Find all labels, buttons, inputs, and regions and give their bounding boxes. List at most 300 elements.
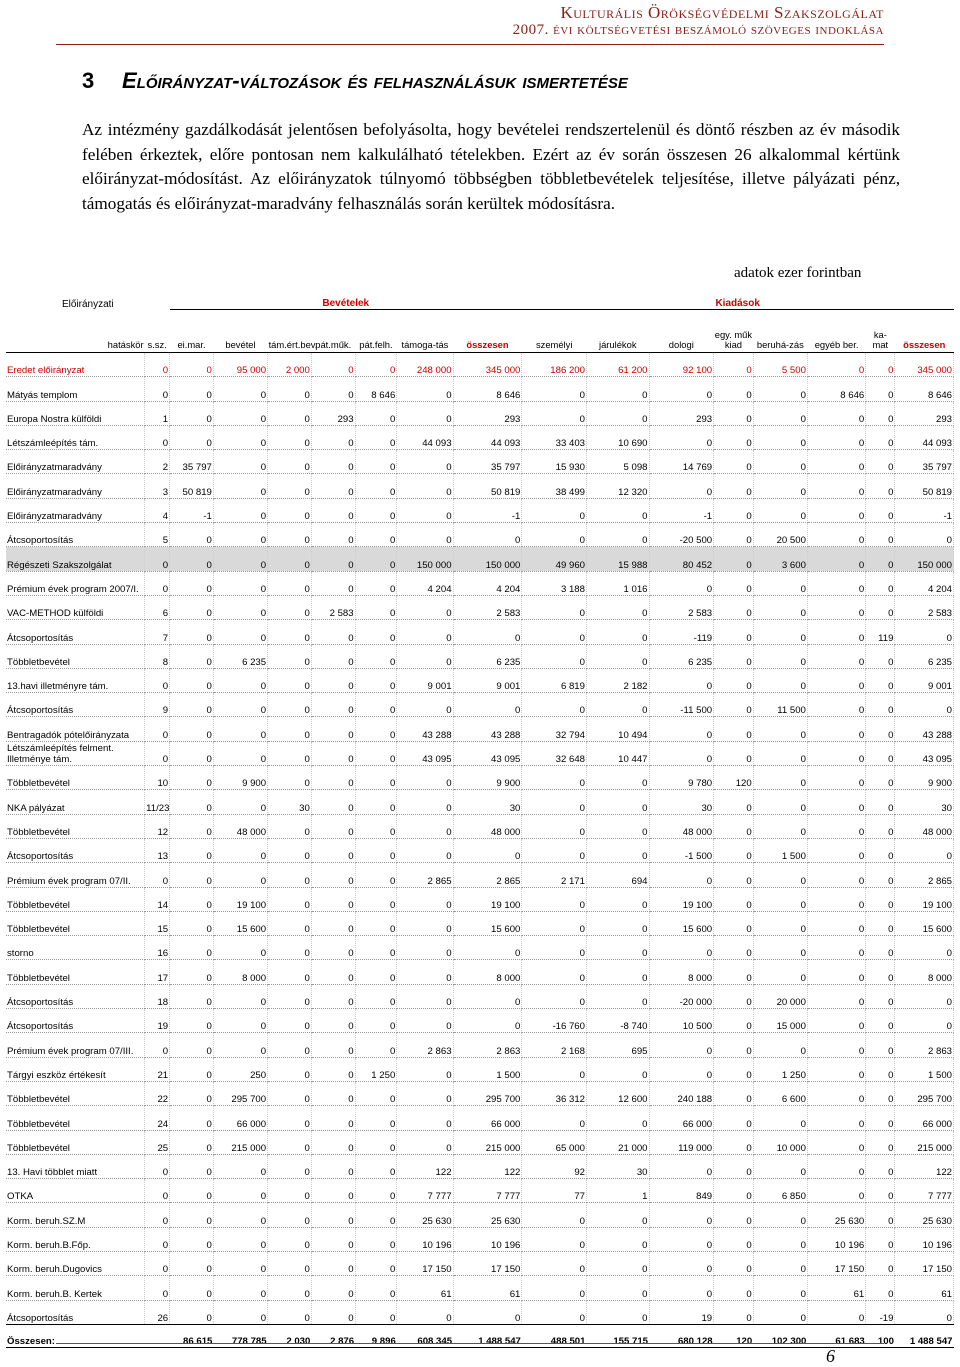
table-cell: 0 xyxy=(355,960,397,984)
table-cell: 0 xyxy=(311,1227,355,1251)
table-cell: 19 100 xyxy=(453,887,522,911)
table-cell: 92 100 xyxy=(649,353,714,377)
table-cell: 0 xyxy=(213,693,267,717)
table-cell: 66 000 xyxy=(213,1106,267,1130)
table-cell: 0 xyxy=(355,1227,397,1251)
table-cell: 19 100 xyxy=(895,887,954,911)
section-title: Előirányzat-változások és felhasználásuk ismertetése xyxy=(122,68,628,93)
row-label: Átcsoportosítás xyxy=(6,1300,145,1324)
table-cell: 0 xyxy=(397,911,453,935)
table-cell: 0 xyxy=(397,1057,453,1081)
column-header-9: személyi xyxy=(522,310,587,353)
group-eloiranyzati: Előirányzati xyxy=(61,298,114,310)
column-header-3: bevétel xyxy=(213,310,267,353)
table-cell: 0 xyxy=(522,1106,587,1130)
table-cell: 0 xyxy=(807,547,865,571)
table-cell: 6 xyxy=(145,595,170,619)
table-cell: 0 xyxy=(145,1227,170,1251)
table-cell: 30 xyxy=(586,1154,649,1178)
table-cell: 25 630 xyxy=(453,1203,522,1227)
table-cell: 0 xyxy=(268,498,312,522)
table-cell: 0 xyxy=(213,790,267,814)
table-cell: 0 xyxy=(213,838,267,862)
table-cell: 0 xyxy=(866,1057,895,1081)
table-cell: 12 xyxy=(145,814,170,838)
table-cell: 0 xyxy=(170,620,214,644)
table-cell: 17 xyxy=(145,960,170,984)
row-label: Előirányzatmaradvány xyxy=(6,450,145,474)
table-cell: 0 xyxy=(355,1106,397,1130)
table-cell: 0 xyxy=(866,693,895,717)
table-cell: 0 xyxy=(145,377,170,401)
table-cell: 0 xyxy=(866,1033,895,1057)
table-cell: 0 xyxy=(453,838,522,862)
table-cell: 21 000 xyxy=(586,1130,649,1154)
table-cell: 215 000 xyxy=(453,1130,522,1154)
table-cell: 80 452 xyxy=(649,547,714,571)
table-cell: 6 235 xyxy=(895,644,954,668)
table-cell: 20 500 xyxy=(753,523,807,547)
table-cell: 0 xyxy=(213,571,267,595)
table-cell: 0 xyxy=(268,1106,312,1130)
appropriation-table xyxy=(6,297,954,1348)
table-cell: 8 646 xyxy=(453,377,522,401)
table-cell: 8 000 xyxy=(213,960,267,984)
table-cell: 0 xyxy=(586,644,649,668)
table-cell: 0 xyxy=(714,668,754,692)
table-cell: 35 797 xyxy=(453,450,522,474)
table-cell: 0 xyxy=(311,693,355,717)
table-cell: 0 xyxy=(714,1106,754,1130)
table-cell: 43 288 xyxy=(397,717,453,741)
table-cell: 0 xyxy=(311,741,355,765)
table-cell: -1 xyxy=(649,498,714,522)
table-cell: 0 xyxy=(213,1276,267,1300)
table-cell: 0 xyxy=(753,790,807,814)
table-cell: 0 xyxy=(807,498,865,522)
row-label: Prémium évek program 07/III. xyxy=(6,1033,145,1057)
table-cell: 0 xyxy=(213,1009,267,1033)
table-cell: 0 xyxy=(213,450,267,474)
table-cell: 0 xyxy=(355,790,397,814)
table-cell: 0 xyxy=(268,936,312,960)
row-label: Többletbevétel xyxy=(6,766,145,790)
table-body xyxy=(6,353,954,1348)
table-cell: 0 xyxy=(355,1033,397,1057)
table-cell: 0 xyxy=(170,936,214,960)
table-cell: 0 xyxy=(807,717,865,741)
table-cell: 0 xyxy=(586,838,649,862)
table-cell: 0 xyxy=(355,620,397,644)
table-cell: 0 xyxy=(714,1276,754,1300)
table-cell: 0 xyxy=(170,1106,214,1130)
table-cell: 24 xyxy=(145,1106,170,1130)
table-cell: 0 xyxy=(807,401,865,425)
table-cell: 248 000 xyxy=(397,353,453,377)
table-cell: 0 xyxy=(522,595,587,619)
table-cell: 0 xyxy=(895,984,954,1008)
table-cell: 0 xyxy=(714,595,754,619)
table-cell: 17 150 xyxy=(397,1251,453,1275)
table-cell: 0 xyxy=(807,741,865,765)
table-cell: 0 xyxy=(268,1081,312,1105)
row-label: Korm. beruh.Dugovics xyxy=(6,1251,145,1275)
table-cell: 43 095 xyxy=(895,741,954,765)
table-cell: 13 xyxy=(145,838,170,862)
table-cell: 0 xyxy=(355,571,397,595)
table-cell: 50 819 xyxy=(895,474,954,498)
table-cell: 150 000 xyxy=(397,547,453,571)
table-row xyxy=(6,377,954,401)
table-cell: 0 xyxy=(268,547,312,571)
table-cell: 0 xyxy=(753,887,807,911)
table-cell: 0 xyxy=(311,1033,355,1057)
table-cell: 8 000 xyxy=(649,960,714,984)
table-cell: 0 xyxy=(268,1057,312,1081)
table-cell: 0 xyxy=(522,1057,587,1081)
table-cell: 0 xyxy=(522,1300,587,1324)
table-cell: 49 960 xyxy=(522,547,587,571)
table-cell: 0 xyxy=(714,1154,754,1178)
table-cell: 15 600 xyxy=(649,911,714,935)
table-cell: 0 xyxy=(753,620,807,644)
table-cell: 7 777 xyxy=(397,1179,453,1203)
table-cell: 0 xyxy=(866,790,895,814)
table-cell: 0 xyxy=(866,1227,895,1251)
table-cell: 0 xyxy=(268,1203,312,1227)
table-cell: 0 xyxy=(807,450,865,474)
table-cell: 0 xyxy=(866,814,895,838)
table-cell: 0 xyxy=(714,790,754,814)
table-cell: 0 xyxy=(807,887,865,911)
table-cell: 0 xyxy=(586,1203,649,1227)
table-row xyxy=(6,523,954,547)
header-institution: Kulturális Örökségvédelmi Szakszolgálat xyxy=(560,3,884,22)
table-cell: 0 xyxy=(866,1276,895,1300)
table-cell: 10 690 xyxy=(586,425,649,449)
table-cell: 0 xyxy=(397,1081,453,1105)
table-cell: 10 000 xyxy=(753,1130,807,1154)
table-cell: 0 xyxy=(311,790,355,814)
table-cell: 48 000 xyxy=(213,814,267,838)
table-cell: 0 xyxy=(522,644,587,668)
units-note: adatok ezer forintban xyxy=(734,265,862,281)
table-cell: 0 xyxy=(213,474,267,498)
table-cell: 0 xyxy=(268,693,312,717)
table-cell: 0 xyxy=(649,474,714,498)
table-row xyxy=(6,644,954,668)
table-cell: 0 xyxy=(866,960,895,984)
table-cell: 0 xyxy=(753,814,807,838)
table-cell: 0 xyxy=(397,401,453,425)
table-cell: 0 xyxy=(311,1154,355,1178)
table-cell: 0 xyxy=(355,911,397,935)
table-row xyxy=(6,474,954,498)
table-cell: 240 188 xyxy=(649,1081,714,1105)
table-cell: 35 797 xyxy=(170,450,214,474)
table-cell: 48 000 xyxy=(453,814,522,838)
table-cell: 0 xyxy=(586,790,649,814)
table-cell: 0 xyxy=(714,960,754,984)
total-cell: 680 128 xyxy=(649,1324,714,1347)
table-cell: 0 xyxy=(311,1300,355,1324)
total-cell: 778 785 xyxy=(213,1324,267,1347)
row-label: Átcsoportosítás xyxy=(6,523,145,547)
table-cell: 2 863 xyxy=(397,1033,453,1057)
table-cell: 0 xyxy=(268,668,312,692)
row-label: Europa Nostra külföldi xyxy=(6,401,145,425)
table-cell: 30 xyxy=(649,790,714,814)
table-cell: 15 000 xyxy=(753,1009,807,1033)
table-cell: 6 600 xyxy=(753,1081,807,1105)
row-label: Korm. beruh.SZ.M xyxy=(6,1203,145,1227)
table-cell: 295 700 xyxy=(213,1081,267,1105)
table-cell: 30 xyxy=(268,790,312,814)
table-cell: 0 xyxy=(453,523,522,547)
table-cell: 0 xyxy=(807,523,865,547)
table-cell: 0 xyxy=(145,1251,170,1275)
table-cell: 0 xyxy=(355,474,397,498)
table-cell: 0 xyxy=(355,693,397,717)
table-cell: 66 000 xyxy=(453,1106,522,1130)
table-cell: 0 xyxy=(807,766,865,790)
table-cell: 0 xyxy=(397,523,453,547)
column-header-2: ei.mar. xyxy=(170,310,214,353)
table-cell: 0 xyxy=(268,1009,312,1033)
table-cell: 0 xyxy=(311,1009,355,1033)
total-cell: 2 876 xyxy=(311,1324,355,1347)
table-cell: 0 xyxy=(753,571,807,595)
table-cell: 0 xyxy=(311,1106,355,1130)
table-cell: 0 xyxy=(311,984,355,1008)
table-cell: 0 xyxy=(170,1203,214,1227)
table-cell: 9 900 xyxy=(213,766,267,790)
table-row xyxy=(6,1276,954,1300)
table-cell: 3 188 xyxy=(522,571,587,595)
table-cell: 11/23 xyxy=(145,790,170,814)
table-cell: 0 xyxy=(649,1203,714,1227)
total-cell: 102 300 xyxy=(753,1324,807,1347)
table-cell: 25 630 xyxy=(895,1203,954,1227)
table-cell: 0 xyxy=(311,450,355,474)
table-cell: 2 865 xyxy=(453,863,522,887)
table-cell: 0 xyxy=(170,911,214,935)
row-label: Többletbevétel xyxy=(6,1081,145,1105)
table-cell: 0 xyxy=(586,911,649,935)
table-cell: 3 600 xyxy=(753,547,807,571)
table-cell: 293 xyxy=(453,401,522,425)
table-cell: 0 xyxy=(213,401,267,425)
table-cell: 0 xyxy=(397,887,453,911)
table-cell: 0 xyxy=(807,620,865,644)
table-cell: 0 xyxy=(649,425,714,449)
table-cell: 0 xyxy=(170,547,214,571)
table-cell: 1 250 xyxy=(753,1057,807,1081)
table-cell: 0 xyxy=(807,1106,865,1130)
table-cell: 0 xyxy=(268,887,312,911)
table-cell: 0 xyxy=(586,984,649,1008)
table-cell: 0 xyxy=(586,1057,649,1081)
table-cell: 0 xyxy=(170,1081,214,1105)
table-cell: 0 xyxy=(807,644,865,668)
table-cell: 0 xyxy=(807,571,865,595)
table-cell: 66 000 xyxy=(649,1106,714,1130)
table-cell: 0 xyxy=(311,766,355,790)
table-cell: 0 xyxy=(807,668,865,692)
table-cell: 0 xyxy=(170,1154,214,1178)
table-cell: 2 863 xyxy=(453,1033,522,1057)
row-label: Többletbevétel xyxy=(6,1130,145,1154)
table-cell: 10 500 xyxy=(649,1009,714,1033)
table-cell: 6 235 xyxy=(213,644,267,668)
table-cell: 0 xyxy=(453,936,522,960)
table-cell: 0 xyxy=(311,523,355,547)
table-cell: -16 760 xyxy=(522,1009,587,1033)
table-cell: 215 000 xyxy=(213,1130,267,1154)
table-cell: 9 900 xyxy=(895,766,954,790)
table-cell: 0 xyxy=(714,450,754,474)
column-header-8: összesen xyxy=(453,310,522,353)
table-cell: 0 xyxy=(753,668,807,692)
table-cell: 10 196 xyxy=(895,1227,954,1251)
table-cell: 0 xyxy=(753,644,807,668)
table-cell: 0 xyxy=(586,1276,649,1300)
table-cell: 0 xyxy=(649,717,714,741)
table-cell: 6 819 xyxy=(522,668,587,692)
table-cell: 0 xyxy=(522,1251,587,1275)
table-cell: 2 583 xyxy=(453,595,522,619)
table-cell: -20 500 xyxy=(649,523,714,547)
table-cell: 6 235 xyxy=(649,644,714,668)
table-cell: 22 xyxy=(145,1081,170,1105)
table-cell: 0 xyxy=(397,450,453,474)
table-cell: 0 xyxy=(355,523,397,547)
table-cell: 2 583 xyxy=(895,595,954,619)
table-cell: 0 xyxy=(170,1033,214,1057)
table-cell: 0 xyxy=(268,523,312,547)
table-cell: 0 xyxy=(170,693,214,717)
table-cell: -1 xyxy=(453,498,522,522)
table-cell: 0 xyxy=(397,936,453,960)
table-row xyxy=(6,401,954,425)
table-cell: 215 000 xyxy=(895,1130,954,1154)
table-cell: 0 xyxy=(714,571,754,595)
table-cell: 0 xyxy=(311,960,355,984)
table-cell: 0 xyxy=(714,838,754,862)
table-cell: 6 850 xyxy=(753,1179,807,1203)
table-cell: 0 xyxy=(311,911,355,935)
table-cell: 0 xyxy=(145,571,170,595)
table-cell: 0 xyxy=(895,1009,954,1033)
table-cell: 0 xyxy=(586,1227,649,1251)
table-cell: 186 200 xyxy=(522,353,587,377)
table-cell: 0 xyxy=(268,425,312,449)
table-cell: 0 xyxy=(753,1227,807,1251)
table-cell: 0 xyxy=(311,863,355,887)
table-cell: 0 xyxy=(649,668,714,692)
table-cell: 2 863 xyxy=(895,1033,954,1057)
table-cell: -119 xyxy=(649,620,714,644)
table-cell: 0 xyxy=(268,838,312,862)
table-cell: 0 xyxy=(311,474,355,498)
table-cell: 0 xyxy=(355,741,397,765)
header-document-title: 2007. évi költségvetési beszámoló szöveges indoklása xyxy=(512,22,884,38)
table-cell: 0 xyxy=(586,1251,649,1275)
table-cell: 0 xyxy=(586,595,649,619)
table-cell: 0 xyxy=(268,474,312,498)
table-cell: 0 xyxy=(866,1179,895,1203)
table-cell: 0 xyxy=(714,377,754,401)
table-cell: 345 000 xyxy=(895,353,954,377)
table-cell: 0 xyxy=(714,1081,754,1105)
table-row xyxy=(6,911,954,935)
row-label: Átcsoportosítás xyxy=(6,984,145,1008)
table-cell: 61 xyxy=(453,1276,522,1300)
table-cell: 10 447 xyxy=(586,741,649,765)
table-cell: 0 xyxy=(311,1081,355,1105)
table-cell: 0 xyxy=(753,401,807,425)
table-cell: 8 646 xyxy=(895,377,954,401)
table-cell: 0 xyxy=(213,1154,267,1178)
table-row xyxy=(6,1154,954,1178)
table-cell: 0 xyxy=(268,377,312,401)
total-cell: 488 501 xyxy=(522,1324,587,1347)
table-cell: 0 xyxy=(170,1179,214,1203)
table-cell: 0 xyxy=(311,1203,355,1227)
table-cell: 0 xyxy=(268,595,312,619)
table-cell: 0 xyxy=(311,838,355,862)
table-cell: 10 494 xyxy=(586,717,649,741)
table-cell: 0 xyxy=(145,1154,170,1178)
table-cell: 17 150 xyxy=(807,1251,865,1275)
table-cell: 0 xyxy=(145,1203,170,1227)
table-cell: 2 583 xyxy=(311,595,355,619)
table-cell: 0 xyxy=(397,498,453,522)
table-cell: 0 xyxy=(397,1300,453,1324)
table-cell: 0 xyxy=(714,1130,754,1154)
table-cell: 0 xyxy=(807,1130,865,1154)
row-label: Többletbevétel xyxy=(6,887,145,911)
row-label: OTKA xyxy=(6,1179,145,1203)
table-cell: 0 xyxy=(355,984,397,1008)
table-cell: 0 xyxy=(522,936,587,960)
table-cell: 0 xyxy=(213,984,267,1008)
table-cell: 0 xyxy=(355,1300,397,1324)
table-cell: 2 xyxy=(145,450,170,474)
table-cell: 0 xyxy=(866,984,895,1008)
table-cell: 0 xyxy=(895,620,954,644)
table-cell: 293 xyxy=(649,401,714,425)
table-cell: 0 xyxy=(311,498,355,522)
table-cell: 30 xyxy=(895,790,954,814)
table-cell: 0 xyxy=(714,353,754,377)
table-cell: 0 xyxy=(170,984,214,1008)
table-row xyxy=(6,863,954,887)
table-row xyxy=(6,741,954,765)
table-cell: 0 xyxy=(866,936,895,960)
table-cell: 9 001 xyxy=(895,668,954,692)
table-cell: 95 000 xyxy=(213,353,267,377)
table-cell: 25 630 xyxy=(807,1203,865,1227)
table-cell: 0 xyxy=(714,498,754,522)
table-cell: 0 xyxy=(170,1227,214,1251)
table-cell: 0 xyxy=(311,620,355,644)
table-cell: 9 001 xyxy=(397,668,453,692)
table-cell: 0 xyxy=(268,1251,312,1275)
table-cell: 0 xyxy=(355,1009,397,1033)
table-cell: 0 xyxy=(807,911,865,935)
table-cell: 0 xyxy=(753,1203,807,1227)
